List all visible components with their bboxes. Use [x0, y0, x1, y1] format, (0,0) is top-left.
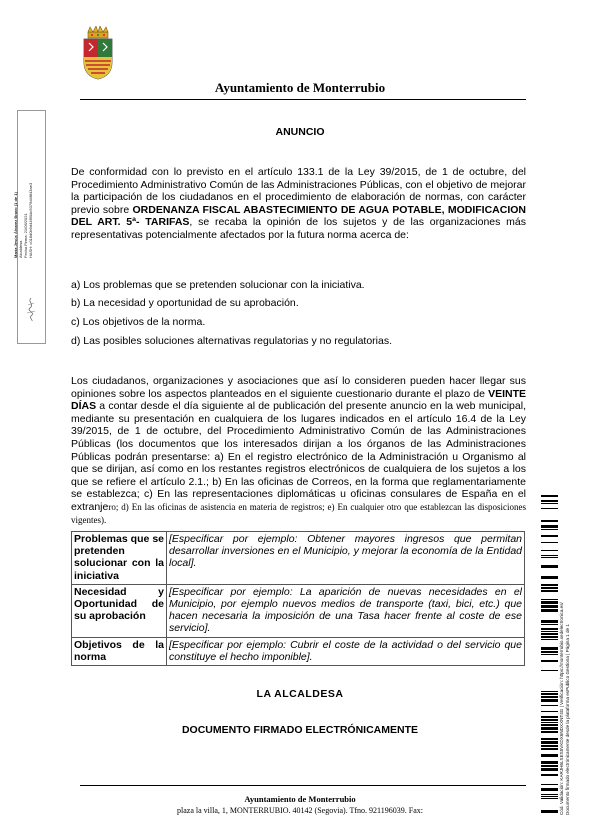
verification-text	[559, 475, 570, 815]
body-text-1: Los ciudadanos, organizaciones y asociaciones que así lo consideren pueden hacer llegar sus opiniones sobre los aspectos planteados en el siguiente cuestionario durante el plazo de	[71, 375, 526, 400]
signature-stamp-text	[13, 58, 33, 258]
handwritten-signature-icon	[24, 296, 38, 322]
table-row	[72, 584, 525, 637]
list-item: b) La necesidad y oportunidad de su aprobación.	[71, 297, 299, 309]
table-row-value: [Especificar por ejemplo: Cubrir el coste de la actividad o del servicio que constituye el hecho imponible].	[167, 637, 525, 665]
footer-address: plaza la villa, 1, MONTERRUBIO. 40142 (Segovia). Tfno. 921196039. Fax:	[177, 806, 423, 815]
verification-code: Cód. Validación: KARJH6LSES5VKDX6NDXXNT4G | Verificación: https://monterrubio.sedelectronica.es/	[559, 602, 564, 815]
table-row	[72, 637, 525, 665]
body-text-small: ro; d) En las oficinas de asistencia en materia de registros; e) En cualquier otro que establezcan las disposiciones vigentes).	[71, 501, 526, 525]
footer-divider	[80, 785, 526, 786]
coat-of-arms-icon	[80, 26, 116, 80]
table-row-label: Problemas que se pretenden solucionar con la iniciativa	[72, 532, 167, 585]
questionnaire-table	[71, 531, 525, 666]
ordinance-title: ORDENANZA FISCAL ABASTECIMIENTO DE AGUA POTABLE, MODIFICACION DEL ART. 5ª- TARIFAS	[71, 203, 526, 229]
table-row-label: Objetivos de la norma	[72, 637, 167, 665]
table-row-label: Necesidad y Oportunidad de su aprobación	[72, 584, 167, 637]
table-row-value: [Especificar por ejemplo: Obtener mayores ingresos que permitan desarrollar inversiones en el Municipio, y mejorar la economía de la Entidad local].	[167, 532, 525, 585]
header-divider	[80, 99, 526, 100]
body-paragraph	[71, 375, 526, 526]
body-text-2: a contar desde el día siguiente al de publicación del presente anuncio en la web municipal, mediante su presentación en cualquiera de los lugares indicados en el artículo 16.4 de la Ley 39/2015, de 1 de octubre, del Procedimiento Administrativo Común de las Administraciones Públicas (los documentos que los interesados dirijan a los órganos de las Administraciones Públicas podrán presentarse: a) En el registro electrónico de la Administración u Organismo al que se dirijan, así como en los restantes registros electrónicos de cualquiera de los sujetos a los que se refiere el artículo 2.1.; b) En las oficinas de Correos, en la forma que reglamentariamente se establezca; c) En las representaciones diplomáticas u oficinas consulares de España en el extranje	[71, 400, 526, 513]
intro-text-2: , se recaba la opinión de los sujetos y de las organizaciones más representativas potencialmente afectados por la futura norma acerca de:	[71, 216, 526, 241]
document-heading: ANUNCIO	[275, 126, 325, 138]
organization-title: Ayuntamiento de Monterrubio	[214, 80, 386, 95]
barcode-icon	[541, 495, 558, 817]
signatory-title: LA ALCALDESA	[256, 688, 344, 700]
table-row-value: [Especificar por ejemplo: La aparición de nuevas necesidades en el Municipio, por ejemplo nuevos medios de transporte (taxi, bici, etc.) que hacen necesaria la imposición de una Tasa hacer frente al coste de ese servicio].	[167, 584, 525, 637]
footer-organization: Ayuntamiento de Monterrubio	[244, 794, 356, 804]
signature-hash: HASH: c018d0b9d44f90dc5079d4f843ae3	[28, 182, 33, 258]
list-item: a) Los problemas que se pretenden solucionar con la iniciativa.	[71, 279, 365, 291]
deadline-text: VEINTE DÍAS	[71, 387, 526, 413]
signed-electronically-note: DOCUMENTO FIRMADO ELECTRÓNICAMENTE	[181, 724, 419, 736]
list-item: c) Los objetivos de la norma.	[71, 316, 206, 328]
signature-role: Alcaldesa	[18, 240, 23, 258]
intro-text-1: De conformidad con lo previsto en el artículo 133.1 de la Ley 39/2015, de 1 de octubre, del Procedimiento Administrativo Común de las Administraciones Públicas, con el objetivo de mejorar la participación de los ciudadanos en el procedimiento de elaboración de normas, con carácter previo sobre	[71, 166, 526, 216]
list-item: d) Las posibles soluciones alternativas regulatorias y no regulatorias.	[71, 335, 393, 347]
signature-date: Fecha Firma: 21/06/2021	[23, 213, 28, 258]
table-row	[72, 532, 525, 585]
signature-signer: María Jesús Álvarez Bravo (1 de 1)	[13, 192, 18, 258]
verification-platform: Documento firmado electrónicamente desde la plataforma esPublico Gestiona | Página 1 de 1	[564, 624, 570, 815]
intro-paragraph	[71, 166, 526, 242]
